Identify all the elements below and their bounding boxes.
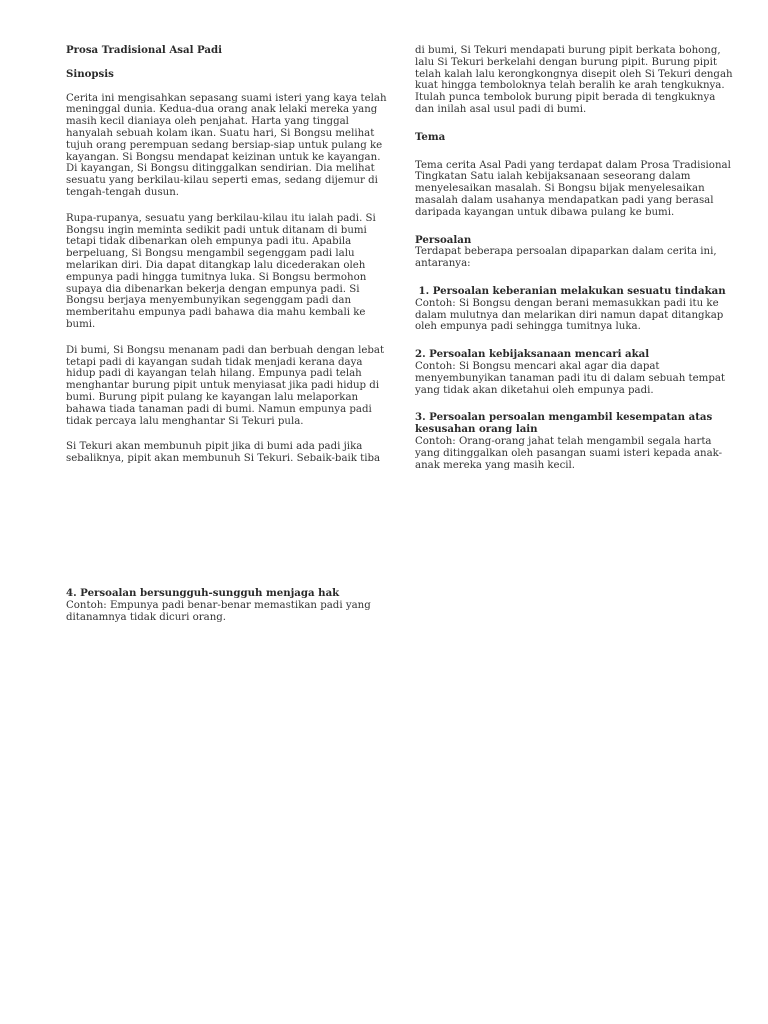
synopsis-paragraph-2: Rupa-rupanya, sesuatu yang berkilau-kilau itu ialah padi. Si Bongsu ingin meminta sedikit padi untuk ditanam di bumi tetapi tidak dibenarkan oleh empunya padi itu. Apabila berpeluang, Si Bongsu mengambil segenggam padi lalu melarikan diri. Dia dapat ditangkap lalu dicederakan oleh empunya padi hingga tumitnya luka. Si Bongsu bermohon supaya dia dibenarkan bekerja dengan empunya padi. Si Bongsu berjaya menyembunyikan segenggam padi dan memberitahu empunya padi bahawa dia mahu kembali ke bumi. — [66, 212, 376, 330]
persoalan-item-4-text: Contoh: Empunya padi benar-benar memastikan padi yang ditanamnya tidak dicuri orang. — [66, 599, 371, 623]
synopsis-heading: Sinopsis — [66, 67, 114, 80]
persoalan-heading: Persoalan — [415, 233, 472, 246]
left-column — [66, 45, 388, 465]
bottom-section — [66, 588, 388, 623]
persoalan-item-3-heading: 3. Persoalan persoalan mengambil kesempatan atas kesusahan orang lain — [415, 411, 713, 436]
persoalan-item-2-heading: 2. Persoalan kebijaksanaan mencari akal — [415, 348, 650, 361]
synopsis-paragraph-3: Di bumi, Si Bongsu menanam padi dan berbuah dengan lebat tetapi padi di kayangan sudah tidak menjadi kerana daya hidup padi di kayangan telah hilang. Empunya padi telah menghantar burung pipit untuk menyiasat jika padi hidup di bumi. Burung pipit pulang ke kayangan lalu melaporkan bahawa tiada tanaman padi di bumi. Namun empunya padi tidak percaya lalu menghantar Si Tekuri pula. — [66, 344, 385, 427]
synopsis-continuation: di bumi, Si Tekuri mendapati burung pipit berkata bohong, lalu Si Tekuri berkelahi dengan burung pipit. Burung pipit telah kalah lalu kerongkongnya disepit oleh Si Tekuri dengah kuat hingga temboloknya telah beralih ke arah tengkuknya. Itulah punca tembolok burung pipit berada di tengkuknya dan inilah asal usul padi di bumi. — [415, 45, 733, 115]
persoalan-item-3-text: Contoh: Orang-orang jahat telah mengambil segala harta yang ditinggalkan oleh pasangan suami isteri kepada anak-anak mereka yang masih kecil. — [415, 435, 723, 471]
synopsis-paragraph-4: Si Tekuri akan membunuh pipit jika di bumi ada padi jika sebaliknya, pipit akan membunuh Si Tekuri. Sebaik-baik tiba — [66, 441, 381, 465]
tema-heading: Tema — [415, 130, 446, 143]
persoalan-item-1-heading: 1. Persoalan keberanian melakukan sesuatu tindakan — [415, 284, 726, 297]
document-title: Prosa Tradisional Asal Padi — [66, 44, 222, 56]
persoalan-item-1-text: Contoh: Si Bongsu dengan berani memasukkan padi itu ke dalam mulutnya dan melarikan diri namun dapat ditangkap oleh empunya padi sehingga tumitnya luka. — [415, 297, 724, 333]
synopsis-paragraph-1: Cerita ini mengisahkan sepasang suami isteri yang kaya telah meninggal dunia. Kedua-dua orang anak lelaki mereka yang masih kecil dianiaya oleh penjahat. Harta yang tinggal hanyalah sebuah kolam ikan. Suatu hari, Si Bongsu melihat tujuh orang perempuan sedang bersiap-siap untuk pulang ke kayangan. Si Bongsu mendapat keizinan untuk ke kayangan. Di kayangan, Si Bongsu ditinggalkan sendirian. Dia melihat sesuatu yang berkilau-kilau seperti emas, sedang dijemur di tengah-tengah dusun. — [66, 92, 387, 198]
persoalan-item-4-heading: 4. Persoalan bersungguh-sungguh menjaga hak — [66, 587, 340, 599]
persoalan-intro: Terdapat beberapa persoalan dipaparkan dalam cerita ini, antaranya: — [415, 246, 717, 270]
right-column — [415, 45, 735, 471]
tema-text: Tema cerita Asal Padi yang terdapat dalam Prosa Tradisional Tingkatan Satu ialah kebijaksanaan seseorang dalam menyelesaikan masalah. Si Bongsu bijak menyelesaikan masalah dalam usahanya mendapatkan padi yang berasal daripada kayangan untuk dibawa pulang ke bumi. — [415, 159, 731, 218]
persoalan-item-2-text: Contoh: Si Bongsu mencari akal agar dia dapat menyembunyikan tanaman padi itu di dalam sebuah tempat yang tidak akan diketahui oleh empunya padi. — [415, 360, 726, 396]
